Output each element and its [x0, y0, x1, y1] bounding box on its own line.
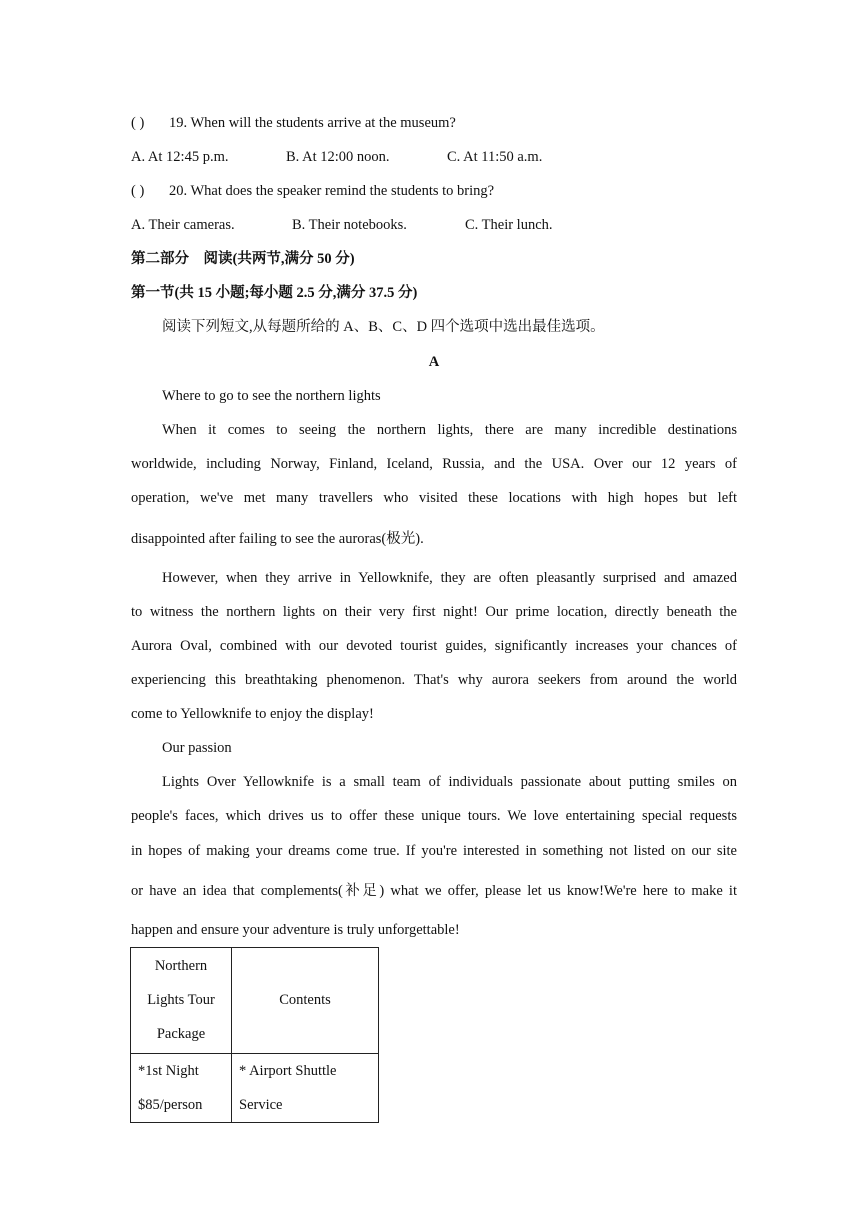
passage-subtitle: Our passion — [162, 740, 232, 756]
q19-option-a: A. At 12:45 p.m. — [131, 149, 229, 165]
passage-title: Where to go to see the northern lights — [162, 388, 381, 404]
paragraph-line: When it comes to seeing the northern lights, there are many incredible destinations — [162, 422, 737, 438]
cell-line: Service — [239, 1097, 283, 1113]
paragraph-line: come to Yellowknife to enjoy the display! — [131, 706, 374, 722]
passage-label: A — [428, 354, 440, 370]
paragraph-line: However, when they arrive in Yellowknife, they are often pleasantly surprised and amazed — [162, 570, 737, 586]
table-header-contents: Contents — [232, 948, 379, 1054]
q19-option-c: C. At 11:50 a.m. — [447, 149, 543, 165]
table-header-package — [131, 948, 232, 1054]
table-cell-contents — [232, 1054, 379, 1123]
paragraph-line: experiencing this breathtaking phenomenon. That's why aurora seekers from around the world — [131, 672, 737, 688]
section-heading: 第一节(共 15 小题;每小题 2.5 分,满分 37.5 分) — [131, 285, 418, 301]
paragraph-line: operation, we've met many travellers who visited these locations with high hopes but left — [131, 490, 737, 506]
q20-option-c: C. Their lunch. — [465, 217, 553, 233]
header-line: Northern — [154, 958, 208, 974]
question-20 — [131, 181, 494, 201]
answer-blank[interactable]: ( ) — [131, 183, 145, 199]
paragraph-line: Aurora Oval, combined with our devoted tourist guides, significantly increases your chances of — [131, 638, 737, 654]
paragraph-line: Lights Over Yellowknife is a small team of individuals passionate about putting smiles on — [162, 774, 737, 790]
instructions: 阅读下列短文,从每题所给的 A、B、C、D 四个选项中选出最佳选项。 — [162, 319, 605, 335]
paragraph-line: worldwide, including Norway, Finland, Iceland, Russia, and the USA. Over our 12 years of — [131, 456, 737, 472]
paragraph-line: to witness the northern lights on their very first night! Our prime location, directly beneath the — [131, 604, 737, 620]
question-stem: 19. When will the students arrive at the museum? — [169, 115, 456, 131]
cell-line: $85/person — [138, 1097, 203, 1113]
paragraph-line: happen and ensure your adventure is truly unforgettable! — [131, 922, 460, 938]
paragraph-line: people's faces, which drives us to offer these unique tours. We love entertaining special requests — [131, 808, 737, 824]
q20-option-b: B. Their notebooks. — [292, 217, 407, 233]
part-heading: 第二部分 阅读(共两节,满分 50 分) — [131, 251, 355, 267]
cell-line: *1st Night — [138, 1063, 199, 1079]
tour-package-table — [130, 947, 379, 1123]
table-cell-package — [131, 1054, 232, 1123]
table-header-row — [131, 948, 379, 1054]
question-stem: 20. What does the speaker remind the students to bring? — [169, 183, 495, 199]
cell-line: * Airport Shuttle — [239, 1063, 337, 1079]
table-row — [131, 1054, 379, 1123]
q19-option-b: B. At 12:00 noon. — [286, 149, 390, 165]
q20-option-a: A. Their cameras. — [131, 217, 235, 233]
paragraph-line: or have an idea that complements(补足) what we offer, please let us know!We're here to make it — [131, 883, 737, 899]
answer-blank[interactable]: ( ) — [131, 115, 145, 131]
paragraph-line: disappointed after failing to see the auroras(极光). — [131, 531, 424, 547]
header-line: Lights Tour — [147, 992, 215, 1008]
paragraph-line: in hopes of making your dreams come true. If you're interested in something not listed on our site — [131, 843, 737, 859]
header-line: Package — [156, 1026, 206, 1042]
question-19 — [131, 113, 456, 133]
